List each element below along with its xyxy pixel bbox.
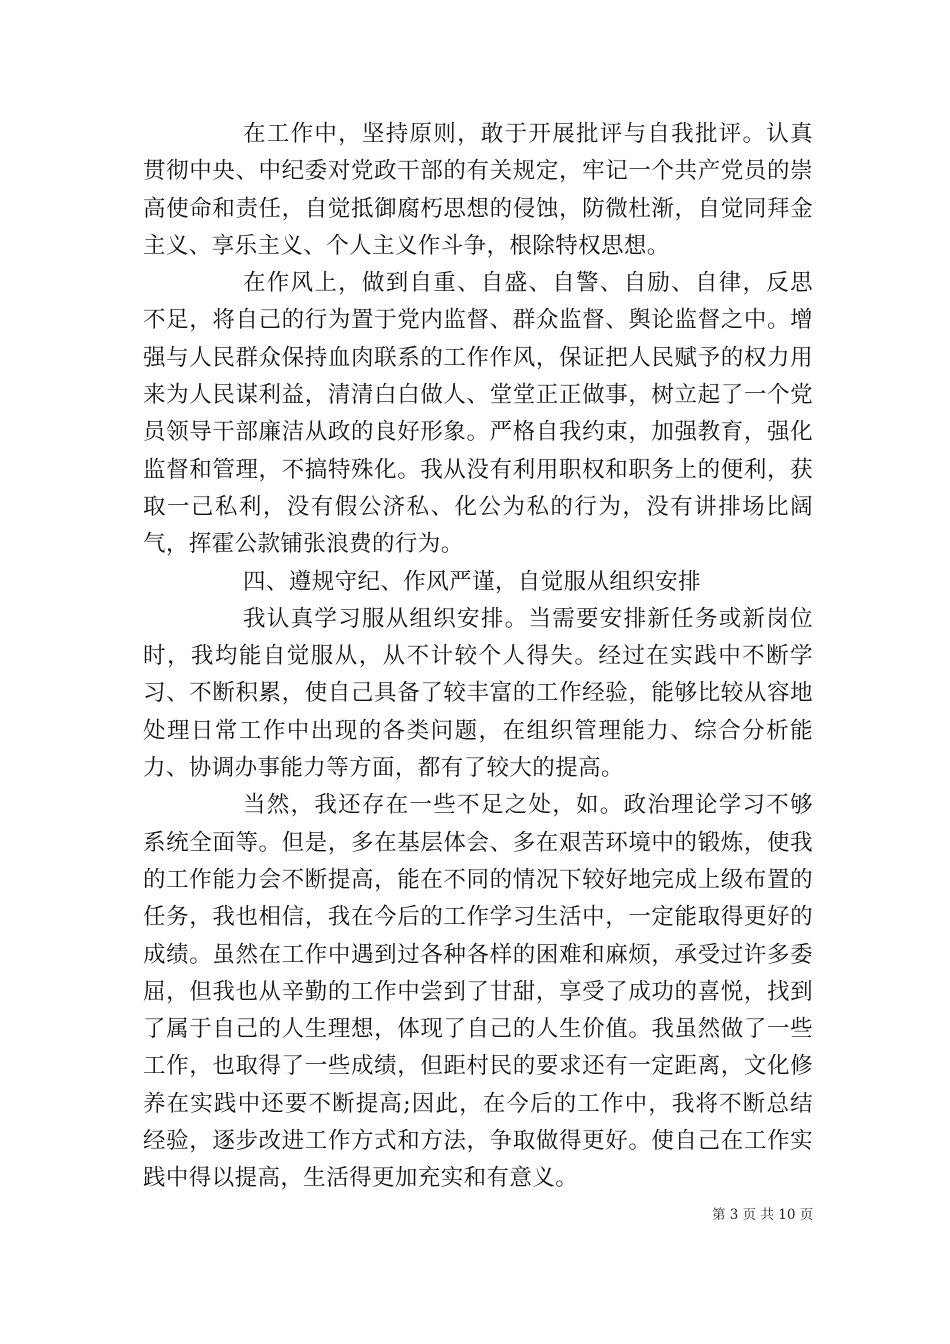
section-heading: 四、遵规守纪、作风严谨，自觉服从组织安排 bbox=[243, 568, 702, 595]
paragraph-work-style: 在作风上，做到自重、自盛、自警、自励、自律，反思不足，将自己的行为置于党内监督、群众监督、舆论监督之中。增强与人民群众保持血肉联系的工作作风，保证把人民赋予的权力用来为人民谋利益，清清白白做人、堂堂正正做事，树立起了一个党员领导干部廉洁从政的良好形象。严格自我约束，加强教育，强化监督和管理，不搞特殊化。我从没有利用职权和职务上的便利，获取一己私利，没有假公济私、化公为私的行为，没有讲排场比阔气，挥霍公款铺张浪费的行为。 bbox=[143, 270, 813, 558]
paragraph-obey-arrangement: 我认真学习服从组织安排。当需要安排新任务或新岗位时，我均能自觉服从，从不计较个人得失。经过在实践中不断学习、不断积累，使自己具备了较丰富的工作经验，能够比较从容地处理日常工作中出现的各类问题，在组织管理能力、综合分析能力、协调办事能力等方面，都有了较大的提高。 bbox=[143, 605, 813, 782]
paragraph-principles: 在工作中，坚持原则，敢于开展批评与自我批评。认真贯彻中央、中纪委对党政干部的有关规定，牢记一个共产党员的崇高使命和责任，自觉抵御腐朽思想的侵蚀，防微杜渐，自觉同拜金主义、享乐主义、个人主义作斗争，根除特权思想。 bbox=[143, 121, 813, 259]
page-number: 第 3 页 共 10 页 bbox=[712, 1207, 814, 1223]
paragraph-shortcomings: 当然，我还存在一些不足之处，如。政治理论学习不够系统全面等。但是，多在基层体会、多在艰苦环境中的锻炼，使我的工作能力会不断提高，能在不同的情况下较好地完成上级布置的任务，我也相信，我在今后的工作学习生活中，一定能取得更好的成绩。虽然在工作中遇到过各种各样的困难和麻烦，承受过许多委屈，但我也从辛勤的工作中尝到了甘甜，享受了成功的喜悦，找到了属于自己的人生理想，体现了自己的人生价值。我虽然做了一些工作，也取得了一些成绩，但距村民的要求还有一定距离，文化修养在实践中还要不断提高;因此，在今后的工作中，我将不断总结经验，逐步改进工作方式和方法，争取做得更好。使自己在工作实践中得以提高，生活得更加充实和有意义。 bbox=[143, 792, 813, 1192]
document-body bbox=[143, 116, 813, 1198]
